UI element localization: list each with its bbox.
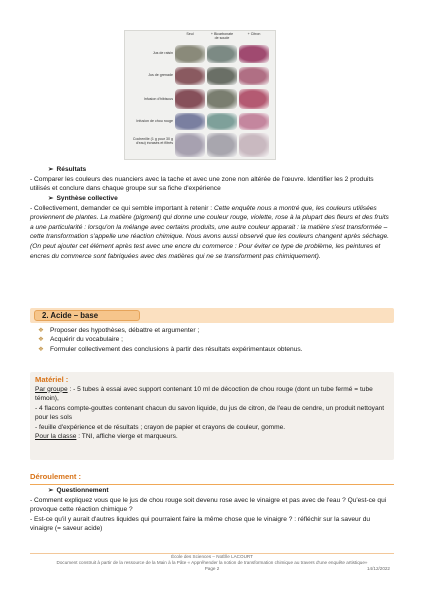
photo-column-header: Seul <box>186 32 194 36</box>
synthese-heading: ➢ Synthèse collective <box>48 195 118 202</box>
photo-column-header: + Bicarbonate de soude <box>210 32 234 40</box>
color-swatch <box>239 113 269 130</box>
color-swatch <box>175 67 205 85</box>
resultats-text: - Comparer les couleurs des nuanciers avec la tache et avec une zone non altérée de l'œuvre. Identifier les 2 produits utilisés et conclure dans chaque groupe sur sa fiche d'expérience <box>30 175 374 193</box>
diamond-bullet-icon: ❖ <box>38 345 44 353</box>
divider <box>30 484 394 485</box>
color-swatch <box>207 133 237 157</box>
objectives-list <box>38 326 394 354</box>
color-swatch <box>207 45 237 63</box>
synthese-quote: Cette enquête nous a montré que, les couleurs utilisées proviennent de plantes. La matière (pigment) qui donne une couleur rouge, violette, rose à la plupart des fleurs et des fruits a une particularité : lorsqu'on la mélange avec certains produits, une autre couleur apparait : la matière s'est transformée – cette transformation s'appelle une réaction chimique. Nous avons aussi observé que les couleurs changent après séchage. (On peut ajouter cet élément après test avec une encre du commerce : Pour éviter ce type de problème, les peintures et encres du commerce sont fabriquées avec des matières qui ne se transforment pas chimiquement). <box>30 204 389 260</box>
list-item: ❖ Proposer des hypothèses, débattre et argumenter ; <box>38 327 200 334</box>
arrow-icon: ➢ <box>48 166 54 173</box>
question-line: - Est-ce qu'il y aurait d'autres liquides qui pourraient faire la même chose que le vinaigre ? : réfléchir sur la saveur du vinaigre (= saveur acide) <box>30 515 371 533</box>
resultats-section <box>30 165 394 194</box>
diamond-bullet-icon: ❖ <box>38 336 44 344</box>
materiel-heading: Matériel : <box>35 375 69 384</box>
materiel-box <box>30 372 394 460</box>
section-title: 2. Acide – base <box>34 310 140 321</box>
color-swatch <box>175 133 205 157</box>
list-item: ❖ Formuler collectivement des conclusions à partir des résultats expérimentaux obtenus. <box>38 345 303 353</box>
color-swatch <box>239 133 269 157</box>
footer-page: Page 2 <box>204 566 220 571</box>
photo-row-label: Jus de grenade <box>148 73 173 77</box>
color-swatch <box>175 45 205 63</box>
color-swatch <box>175 113 205 130</box>
deroulement-heading: Déroulement : <box>30 472 82 481</box>
color-swatch <box>207 89 237 109</box>
color-swatch <box>239 89 269 109</box>
footer-source: Document construit à partir de la ressource de la Main à la Pâte « Appréhender la notion de transformation chimique au travers d'une enquête artistique» <box>56 560 368 565</box>
color-swatch <box>175 89 205 109</box>
section-band <box>30 308 394 323</box>
photo-row-label: Jus de raisin <box>152 51 173 55</box>
footer-school: École des Sciences – NoÉlle LACOURT <box>171 554 253 559</box>
swatch-photo <box>124 30 276 160</box>
materiel-classe: Pour la classe : TNI, affiche vierge et marqueurs. <box>35 433 178 440</box>
materiel-groupe: Par groupe : - 5 tubes à essai avec support contenant 10 ml de décoction de chou rouge (dont un tube fermé = tube témoin), <box>35 385 373 402</box>
color-swatch <box>239 67 269 85</box>
materiel-line: - feuille d'expérience et de résultats ; crayon de papier et crayons de couleur, gomme. <box>35 423 286 431</box>
resultats-heading: ➢ Résultats <box>48 166 87 173</box>
materiel-line: - 4 flacons compte-gouttes contenant chacun du savon liquide, du jus de citron, de l'eau de cendre, un produit nettoyant pour les sols <box>35 404 385 421</box>
color-swatch <box>207 67 237 85</box>
arrow-icon: ➢ <box>48 487 54 494</box>
synthese-section <box>30 194 394 261</box>
photo-row-label: Cochenille (1 g pour 30 g d'eau) écrasés et filtrés <box>132 137 173 145</box>
deroulement-body <box>30 486 394 534</box>
list-item: ❖ Acquérir du vocabulaire ; <box>38 336 123 344</box>
photo-column-header: + Citron <box>247 32 261 36</box>
photo-row-label: Infusion d'hibiscus <box>143 97 173 101</box>
deroulement-section <box>30 472 394 482</box>
question-line: - Comment expliquez vous que le jus de chou rouge soit devenu rose avec le vinaigre et pas avec de l'eau ? Qu'est-ce qui provoque cette réaction chimique ? <box>30 496 387 514</box>
diamond-bullet-icon: ❖ <box>38 327 44 334</box>
footer-date: 14/12/2022 <box>367 566 390 571</box>
photo-row-label: Infusion de chou rouge <box>136 119 173 123</box>
synthese-text: - Collectivement, demander ce qui semble important à retenir : Cette enquête nous a montré que, les couleurs utilisées proviennent de plantes. La matière (pigment) qui donne une couleur rouge, violette, rose à la plupart des fleurs et des fruits a une particularité : lorsqu'on la mélange avec certains produits, une autre couleur apparait : la matière s'est transformée – cette transformation s'appelle une réaction chimique. Nous avons aussi observé que les couleurs changent après séchage. (On peut ajouter cet élément après test avec une encre du commerce : Pour éviter ce type de problème, les peintures et encres du commerce sont fabriquées avec des matières qui ne se transforment pas chimiquement). <box>30 204 389 260</box>
color-swatch <box>207 113 237 130</box>
arrow-icon: ➢ <box>48 195 54 202</box>
footer <box>30 554 394 572</box>
color-swatch <box>239 45 269 63</box>
questionnement-heading: ➢ Questionnement <box>48 487 109 494</box>
